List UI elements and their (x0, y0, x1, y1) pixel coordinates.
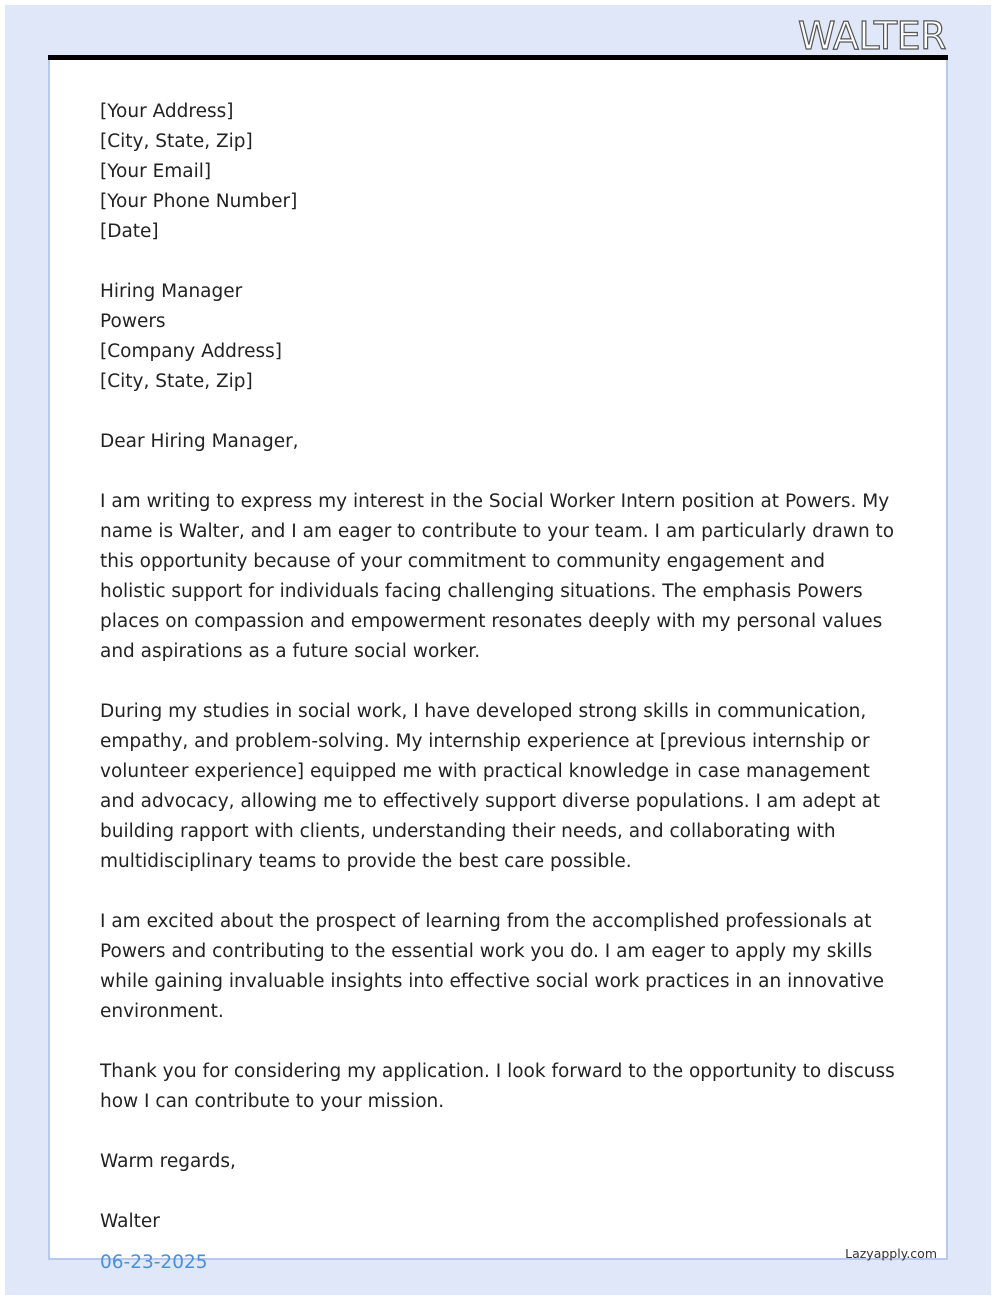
salutation: Dear Hiring Manager, (100, 431, 299, 452)
spacer (100, 1117, 896, 1147)
spacer (100, 1177, 896, 1207)
spacer (100, 877, 896, 907)
header-name: WALTER (797, 14, 946, 58)
body-paragraph-4: Thank you for considering my application. I look forward to the opportunity to discuss how I can contribute to your mission. (100, 1061, 895, 1112)
body-paragraph-2: During my studies in social work, I have developed strong skills in communication, empathy, and problem-solving. My internship experience at [previous internship or volunteer experience] equipped me with practical knowledge in case management and advocacy, allowing me to effectively support diverse populations. I am adept at building rapport with clients, understanding their needs, and collaborating with multidisciplinary teams to provide the best care possible. (100, 701, 881, 872)
body-paragraph-1: I am writing to express my interest in the Social Worker Intern position at Powers. My name is Walter, and I am eager to contribute to your team. I am particularly drawn to this opportunity because of your commitment to community engagement and holistic support for individuals facing challenging situations. The emphasis Powers places on compassion and empowerment resonates deeply with my personal values and aspirations as a future social worker. (100, 491, 895, 662)
recipient-address: [Company Address] (100, 341, 283, 362)
spacer (100, 247, 896, 277)
recipient-city-state-zip: [City, State, Zip] (100, 371, 253, 392)
sender-date: [Date] (100, 221, 159, 242)
footer-date: 06-23-2025 (100, 1252, 208, 1273)
sender-city-state-zip: [City, State, Zip] (100, 131, 253, 152)
signature: Walter (100, 1211, 160, 1232)
sender-phone: [Your Phone Number] (100, 191, 298, 212)
closing: Warm regards, (100, 1151, 236, 1172)
body-paragraph-3: I am excited about the prospect of learning from the accomplished professionals at Powers and contributing to the essential work you do. I am eager to apply my skills while gaining invaluable insights into effective social work practices in an innovative environment. (100, 911, 885, 1022)
recipient-title: Hiring Manager (100, 281, 243, 302)
recipient-company: Powers (100, 311, 166, 332)
cover-letter-body (100, 97, 896, 1237)
spacer (100, 397, 896, 427)
watermark-text: Lazyapply.com (845, 1246, 937, 1261)
spacer (100, 1027, 896, 1057)
sender-email: [Your Email] (100, 161, 212, 182)
sender-address: [Your Address] (100, 101, 234, 122)
spacer (100, 667, 896, 697)
spacer (100, 457, 896, 487)
